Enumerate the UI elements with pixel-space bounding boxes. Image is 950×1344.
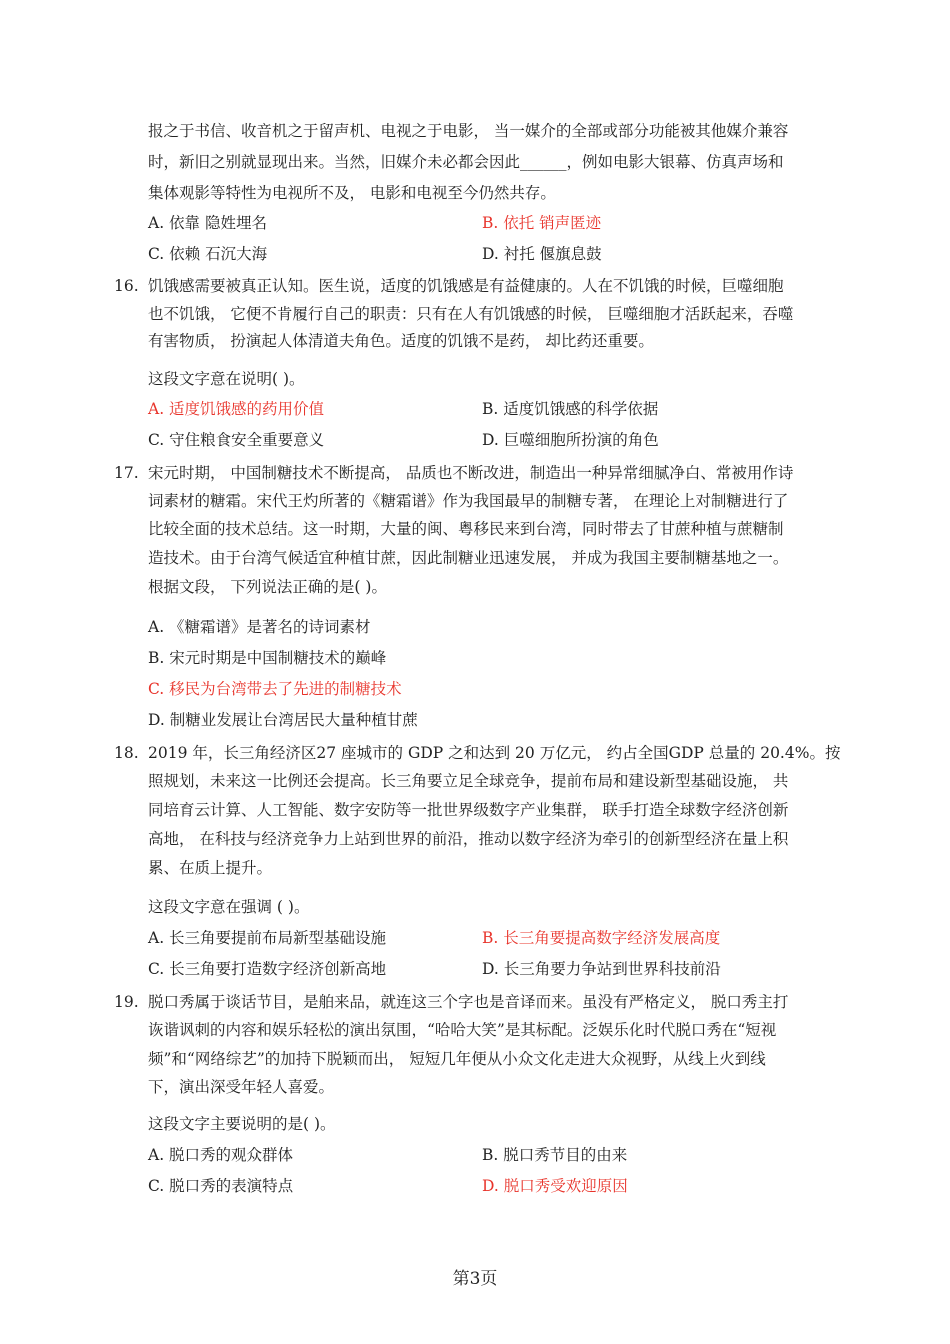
option-a: A. 《糖霜谱》是著名的诗词素材	[148, 618, 371, 636]
option-b-answer: B. 长三角要提高数字经济发展高度	[482, 929, 721, 947]
intro-line: 时，新旧之别就显现出来。当然，旧媒介未必都会因此______，例如电影大银幕、仿真声场和	[148, 153, 784, 171]
question-line: 诙谐讽刺的内容和娱乐轻松的演出氛围，“哈哈大笑”是其标配。泛娱乐化时代脱口秀在“短视	[148, 1021, 777, 1039]
option-d: D. 衬托 偃旗息鼓	[482, 245, 602, 263]
question-line: 照规划，未来这一比例还会提高。长三角要立足全球竞争，提前布局和建设新型基础设施， 共	[148, 772, 789, 790]
question-line: 2019 年，长三角经济区27 座城市的 GDP 之和达到 20 万亿元， 约占全国GDP 总量的 20.4%。按	[148, 744, 841, 762]
option-a: A. 长三角要提前布局新型基础设施	[148, 929, 387, 947]
option-c-answer: C. 移民为台湾带去了先进的制糖技术	[148, 680, 402, 698]
option-d: D. 巨噬细胞所扮演的角色	[482, 431, 659, 449]
question-prompt: 这段文字主要说明的是( )。	[148, 1115, 336, 1133]
option-c: C. 守住粮食安全重要意义	[148, 431, 325, 449]
question-number: 17.	[114, 464, 139, 482]
question-line: 同培育云计算、人工智能、数字安防等一批世界级数字产业集群， 联手打造全球数字经济创新	[148, 801, 789, 819]
option-a: A. 脱口秀的观众群体	[148, 1146, 294, 1164]
option-d-answer: D. 脱口秀受欢迎原因	[482, 1177, 628, 1195]
intro-line: 报之于书信、收音机之于留声机、电视之于电影， 当一媒介的全部或部分功能被其他媒介兼容	[148, 122, 789, 140]
question-number: 19.	[114, 993, 139, 1011]
option-c: C. 长三角要打造数字经济创新高地	[148, 960, 387, 978]
option-a: A. 依靠 隐姓埋名	[148, 214, 267, 232]
option-c: C. 脱口秀的表演特点	[148, 1177, 294, 1195]
option-a-answer: A. 适度饥饿感的药用价值	[148, 400, 325, 418]
page-number: 第3页	[452, 1269, 498, 1289]
option-b: B. 脱口秀节目的由来	[482, 1146, 628, 1164]
question-line: 宋元时期， 中国制糖技术不断提高， 品质也不断改进，制造出一种异常细腻净白、常被用作诗	[148, 464, 794, 482]
option-d: D. 制糖业发展让台湾居民大量种植甘蔗	[148, 711, 418, 729]
question-line: 脱口秀属于谈话节目，是舶来品，就连这三个字也是音译而来。虽没有严格定义， 脱口秀主打	[148, 993, 789, 1011]
question-line: 下，演出深受年轻人喜爱。	[148, 1078, 335, 1096]
question-line: 饥饿感需要被真正认知。医生说，适度的饥饿感是有益健康的。人在不饥饿的时候，巨噬细胞	[148, 277, 784, 295]
question-line: 累、在质上提升。	[148, 859, 273, 877]
option-b: B. 宋元时期是中国制糖技术的巅峰	[148, 649, 387, 667]
option-b-answer: B. 依托 销声匿迹	[482, 214, 602, 232]
question-number: 18.	[114, 744, 139, 762]
question-line: 有害物质， 扮演起人体清道夫角色。适度的饥饿不是药， 却比药还重要。	[148, 332, 654, 350]
question-line: 比较全面的技术总结。这一时期，大量的闽、粤移民来到台湾，同时带去了甘蔗种植与蔗糖制	[148, 520, 784, 538]
intro-line: 集体观影等特性为电视所不及， 电影和电视至今仍然共存。	[148, 184, 556, 202]
option-d: D. 长三角要力争站到世界科技前沿	[482, 960, 721, 978]
option-c: C. 依赖 石沉大海	[148, 245, 268, 263]
question-prompt: 这段文字意在强调 ( )。	[148, 898, 310, 916]
question-line: 频”和“网络综艺”的加持下脱颖而出， 短短几年便从小众文化走进大众视野，从线上火到线	[148, 1050, 766, 1068]
option-b: B. 适度饥饿感的科学依据	[482, 400, 659, 418]
question-line: 也不饥饿， 它便不肯履行自己的职责：只有在人有饥饿感的时候， 巨噬细胞才活跃起来，吞噬	[148, 305, 794, 323]
question-prompt: 根据文段， 下列说法正确的是( )。	[148, 578, 387, 596]
question-number: 16.	[114, 277, 139, 295]
question-prompt: 这段文字意在说明( )。	[148, 370, 305, 388]
question-line: 词素材的糖霜。宋代王灼所著的《糖霜谱》作为我国最早的制糖专著， 在理论上对制糖进行了	[148, 492, 789, 510]
question-line: 高地， 在科技与经济竞争力上站到世界的前沿，推动以数字经济为牵引的创新型经济在量上积	[148, 830, 789, 848]
question-line: 造技术。由于台湾气候适宜种植甘蔗，因此制糖业迅速发展， 并成为我国主要制糖基地之一。	[148, 549, 789, 567]
